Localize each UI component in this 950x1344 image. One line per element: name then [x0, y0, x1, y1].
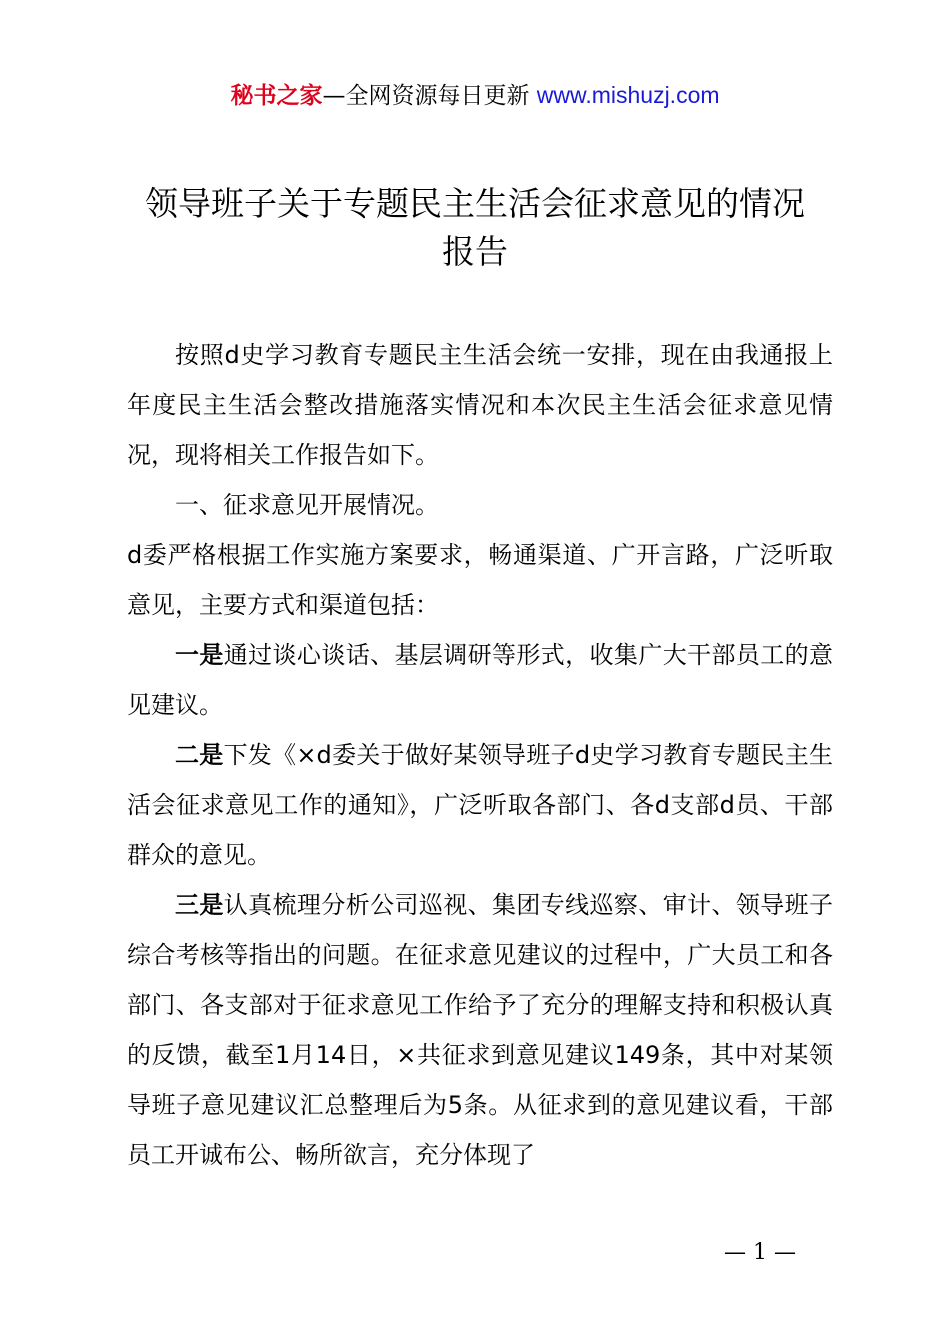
paragraph-item-3: [127, 880, 833, 1180]
item-3-text: 认真梳理分析公司巡视、集团专线巡察、审计、领导班子综合考核等指出的问题。在征求意见建议的过程中，广大员工和各部门、各支部对于征求意见工作给予了充分的理解支持和积极认真的反馈，截至1月14日，×共征求到意见建议149条，其中对某领导班子意见建议汇总整理后为5条。从征求到的意见建议看，干部员工开诚布公、畅所欲言，充分体现了: [127, 891, 834, 1169]
paragraph-item-2: [127, 730, 833, 880]
item-3-lead: 三是: [175, 891, 224, 919]
site-header: [0, 78, 950, 113]
paragraph-intro: 按照d史学习教育专题民主生活会统一安排，现在由我通报上年度民主生活会整改措施落实情况和本次民主生活会征求意见情况，现将相关工作报告如下。: [127, 341, 833, 469]
page-number: — 1 —: [724, 1240, 796, 1265]
title-line-2: 报告: [442, 232, 508, 271]
document-title: [110, 180, 840, 276]
item-2-lead: 二是: [175, 741, 224, 769]
item-2-text: 下发《×d委关于做好某领导班子d史学习教育专题民主生活会征求意见工作的通知》，广泛听取各部门、各d支部d员、干部群众的意见。: [127, 741, 834, 869]
section-heading-1: 一、征求意见开展情况。: [175, 491, 439, 519]
item-1-lead: 一是: [175, 641, 224, 669]
title-line-1: 领导班子关于专题民主生活会征求意见的情况: [145, 184, 805, 223]
paragraph-item-1: [127, 630, 833, 730]
brand-name: 秘书之家: [230, 83, 323, 109]
paragraph-channels: d委严格根据工作实施方案要求，畅通渠道、广开言路，广泛听取意见，主要方式和渠道包括：: [127, 541, 833, 619]
header-slogan: —全网资源每日更新: [322, 83, 537, 109]
item-1-text: 通过谈心谈话、基层调研等形式，收集广大干部员工的意见建议。: [127, 641, 834, 719]
site-url-link[interactable]: www.mishuzj.com: [536, 82, 720, 108]
document-body: [127, 330, 833, 1180]
